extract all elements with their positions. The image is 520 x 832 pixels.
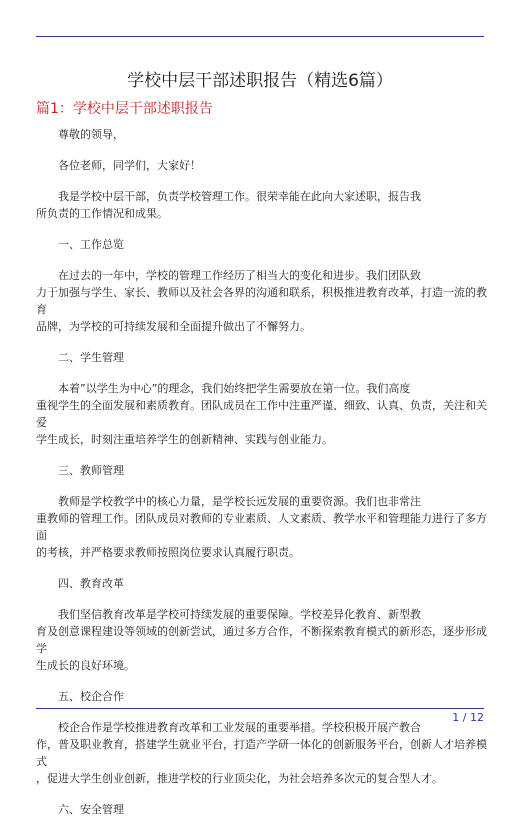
- paragraph-line: 我们坚信教育改革是学校可持续发展的重要保障。学校差异化教育、新型教: [58, 608, 421, 621]
- section-heading: 五、校企合作: [58, 690, 124, 703]
- section-paragraph: [36, 267, 488, 335]
- section-paragraph: [36, 493, 488, 561]
- paragraph-line: 作，普及职业教育，搭建学生就业平台，打造产学研一体化的创新服务平台，创新人才培养模式: [36, 738, 487, 768]
- paragraph-line: 教师是学校教学中的核心力量，是学校长远发展的重要资源。我们也非常注: [58, 495, 421, 508]
- paragraph-line: 校企合作是学校推进教育改革和工业发展的重要举措。学校积极开展产教合: [58, 721, 421, 734]
- paragraph-line: 力于加强与学生、家长、教师以及社会各界的沟通和联系，积极推进教育改革，打造一流的教育: [36, 286, 487, 316]
- document-title: 学校中层干部述职报告（精选6篇）: [127, 71, 393, 91]
- section-heading: 六、安全管理: [58, 803, 124, 816]
- paragraph-line: 在过去的一年中，学校的管理工作经历了相当大的变化和进步。我们团队致: [58, 269, 421, 282]
- paragraph-line: 学生成长，时刻注重培养学生的创新精神、实践与创业能力。: [36, 433, 333, 446]
- paragraph-line: 品牌，为学校的可持续发展和全面提升做出了不懈努力。: [36, 320, 311, 333]
- section-paragraph: [36, 606, 488, 674]
- top-rule: [36, 36, 484, 37]
- greeting-line: 尊敬的领导，: [58, 128, 124, 141]
- section-paragraph: [36, 380, 488, 448]
- paragraph-line: 重视学生的全面发展和素质教育。团队成员在工作中注重严谨、细致、认真、负责，关注和关爱: [36, 399, 487, 429]
- section-heading: 一、工作总览: [58, 238, 124, 251]
- section-heading: 二、学生管理: [58, 351, 124, 364]
- section-paragraph: [36, 719, 488, 787]
- section-heading: 四、教育改革: [58, 577, 124, 590]
- paragraph-line: 我是学校中层干部，负责学校管理工作。很荣幸能在此向大家述职，报告我: [58, 190, 421, 203]
- paragraph-line: ，促进大学生创业创新，推进学校的行业顶尖化，为社会培养多次元的复合型人才。: [36, 772, 443, 785]
- document-body: [36, 126, 488, 832]
- paragraph-line: 育及创意课程建设等领域的创新尝试，通过多方合作，不断探索教育模式的新形态，逐步形成学: [36, 625, 487, 655]
- greeting-line: 各位老师，同学们，大家好！: [58, 159, 201, 172]
- paragraph-line: 重教师的管理工作。团队成员对教师的专业素质、人文素质、教学水平和管理能力进行了多方面: [36, 512, 487, 542]
- paragraph-line: 本着”以学生为中心”的理念，我们始终把学生需要放在第一位。我们高度: [58, 382, 411, 395]
- section-heading: 三、教师管理: [58, 464, 124, 477]
- paragraph-line: 的考核，并严格要求教师按照岗位要求认真履行职责。: [36, 546, 300, 559]
- bottom-rule: [36, 708, 484, 709]
- intro-paragraph: [36, 188, 488, 222]
- paragraph-line: 生成长的良好环境。: [36, 659, 135, 672]
- page-indicator: 1 / 12: [452, 711, 484, 724]
- section-subtitle: 篇1：学校中层干部述职报告: [36, 101, 213, 117]
- paragraph-line: 所负责的工作情况和成果。: [36, 207, 168, 220]
